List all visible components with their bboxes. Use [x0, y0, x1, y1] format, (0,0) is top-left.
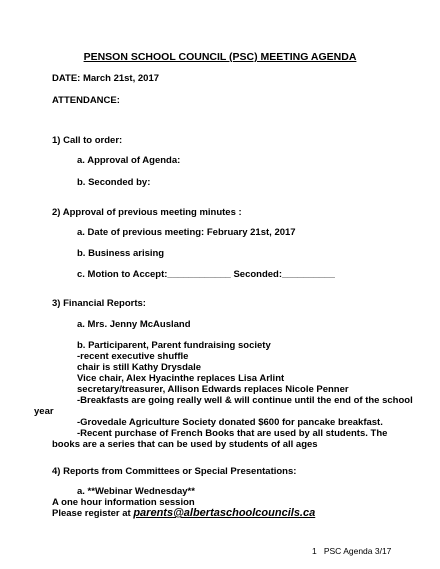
section-3-note: -recent executive shuffle: [77, 351, 189, 362]
section-3-note: -Breakfasts are going really well & will continue until the end of the school: [77, 395, 413, 406]
page-number: 1: [312, 546, 317, 556]
footer-label: PSC Agenda 3/17: [323, 546, 392, 556]
attendance-heading: ATTENDANCE:: [52, 95, 120, 106]
section-4-heading: 4) Reports from Committees or Special Presentations:: [52, 466, 297, 477]
section-3-note-continued: year: [34, 406, 54, 417]
section-3-note: -Grovedale Agriculture Society donated $600 for pancake breakfast.: [77, 417, 383, 428]
section-4-item-a: a. **Webinar Wednesday**: [77, 486, 195, 497]
page-footer: [312, 546, 391, 556]
section-4-note: A one hour information session: [52, 497, 195, 508]
section-2-heading: 2) Approval of previous meeting minutes :: [52, 207, 242, 218]
section-3-note: Vice chair, Alex Hyacinthe replaces Lisa Arlint: [77, 373, 285, 384]
section-3-item-a: a. Mrs. Jenny McAusland: [77, 319, 191, 330]
section-3-note-continued: books are a series that can be used by students of all ages: [52, 439, 318, 450]
section-1-heading: 1) Call to order:: [52, 135, 123, 146]
register-line: [52, 508, 315, 519]
page-title: PENSON SCHOOL COUNCIL (PSC) MEETING AGENDA: [83, 51, 357, 63]
section-2-item-c: c. Motion to Accept:____________ Seconded:__________: [77, 269, 335, 280]
section-3-note: secretary/treasurer, Allison Edwards replaces Nicole Penner: [77, 384, 349, 395]
section-3-item-b: b. Participarent, Parent fundraising society: [77, 340, 271, 351]
section-2-item-a: a. Date of previous meeting: February 21st, 2017: [77, 227, 296, 238]
section-3-note: -Recent purchase of French Books that are used by all students. The: [77, 428, 388, 439]
section-1-item-a: a. Approval of Agenda:: [77, 155, 181, 166]
section-2-item-b: b. Business arising: [77, 248, 165, 259]
email-link[interactable]: parents@albertaschoolcouncils.ca: [133, 507, 316, 519]
section-3-heading: 3) Financial Reports:: [52, 298, 146, 309]
section-1-item-b: b. Seconded by:: [77, 177, 151, 188]
meeting-date: DATE: March 21st, 2017: [52, 73, 160, 84]
section-3-note: chair is still Kathy Drysdale: [77, 362, 202, 373]
register-prefix: Please register at: [52, 508, 134, 519]
